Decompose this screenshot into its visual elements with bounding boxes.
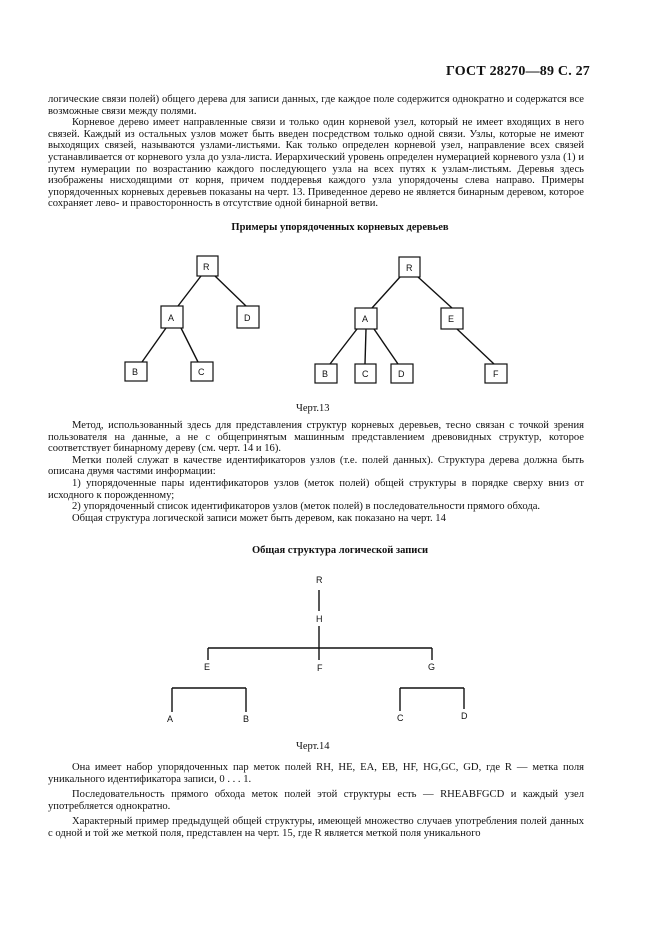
tree2-node-label: A <box>362 314 369 324</box>
tree2-node-label: D <box>398 369 405 379</box>
figure-13-caption: Черт.13 <box>296 403 330 414</box>
paragraph: логические связи полей) общего дерева для записи данных, где каждое поле содержится однократно и содержатся все возможные связи между полями. <box>48 94 584 117</box>
figure-14-title: Общая структура логической записи <box>251 545 429 556</box>
tree2-node-label: E <box>448 314 455 324</box>
figure-14-caption: Черт.14 <box>296 741 330 752</box>
tree2-node-label: B <box>322 369 329 379</box>
page-header: ГОСТ 28270—89 С. 27 <box>446 64 590 79</box>
tree1-node-label: D <box>244 313 251 323</box>
fig14-node-label: E <box>204 662 211 672</box>
paragraph: Метод, использованный здесь для представления структур корневых деревьев, тесно связан с точкой зрения пользователя на данные, а не с общепринятым машинным представлением древовидных структур, которое соответствует бинарному дереву (см. черт. 14 и 16). <box>48 420 584 455</box>
paragraph: Общая структура логической записи может быть деревом, как показано на черт. 14 <box>72 512 446 524</box>
tree1-node-label: C <box>198 367 205 377</box>
fig14-node-label: A <box>167 714 174 724</box>
tree2-node-label: F <box>493 369 499 379</box>
paragraph: Последовательность прямого обхода меток полей этой структуры есть — RHEABFGCD и каждый узел употребляется однократно. <box>48 789 584 812</box>
paragraph: Она имеет набор упорядоченных пар меток полей RH, HE, EA, EB, HF, HG,GC, GD, где R — метка поля уникального идентификатора записи, 0 . . . 1. <box>48 762 584 785</box>
fig14-node-label: D <box>461 711 468 721</box>
fig14-node-label: F <box>317 663 323 673</box>
tree2-node-label: R <box>406 263 413 273</box>
tree1-node-label: A <box>168 313 175 323</box>
fig14-node-label: R <box>316 575 323 585</box>
paragraph: Характерный пример предыдущей общей структуры, имеющей множество случаев употребления полей данных с одной и той же меткой поля, представлен на черт. 15, где R является меткой поля уникального <box>48 816 584 839</box>
paragraph: Метки полей служат в качестве идентификаторов узлов (т.е. полей данных). Структура дерева должна быть описана двумя частями информации: <box>48 454 584 478</box>
fig14-node-label: C <box>397 713 404 723</box>
fig14-node-label: B <box>243 714 250 724</box>
fig14-node-label: H <box>316 614 323 624</box>
text-block-pairs <box>48 762 584 840</box>
paragraph: 2) упорядоченный список идентификаторов узлов (меток полей) в последовательности прямого обхода. <box>72 501 541 513</box>
tree2-node-label: C <box>362 369 369 379</box>
figure-13-title: Примеры упорядоченных корневых деревьев <box>231 222 449 233</box>
paragraph: 1) упорядоченные пары идентификаторов узлов (меток полей) общей структуры в порядке сверху вниз от исходного к порожденному; <box>48 477 584 501</box>
tree1-node-label: R <box>203 262 210 272</box>
paragraph: Корневое дерево имеет направленные связи и только один корневой узел, который не имеет входящих в него связей. Каждый из остальных узлов может быть введен посредством только одной связи. Узлы, которые не имеют выходящих связей, называются узлами-листьями. Как только определен корневой узел, направление всех связей устанавливается от корневого узла до узла-листа. Иерархический уровень определен нумерацией корневого узла (1) и путем нумерации по возрастанию каждого последующего узла на всех путях к узлам-листьям. Деревья здесь изображены нисходящими от корня, причем поддеревья каждого узла упорядочены слева направо. Примеры упорядоченных корневых деревьев показаны на черт. 13. Приведенное дерево не является бинарным деревом, которое сохраняет лево- и правосторонность в отсутствие одной бинарной ветви. <box>48 117 584 210</box>
tree1-node-label: B <box>132 367 139 377</box>
fig14-node-label: G <box>428 662 436 672</box>
